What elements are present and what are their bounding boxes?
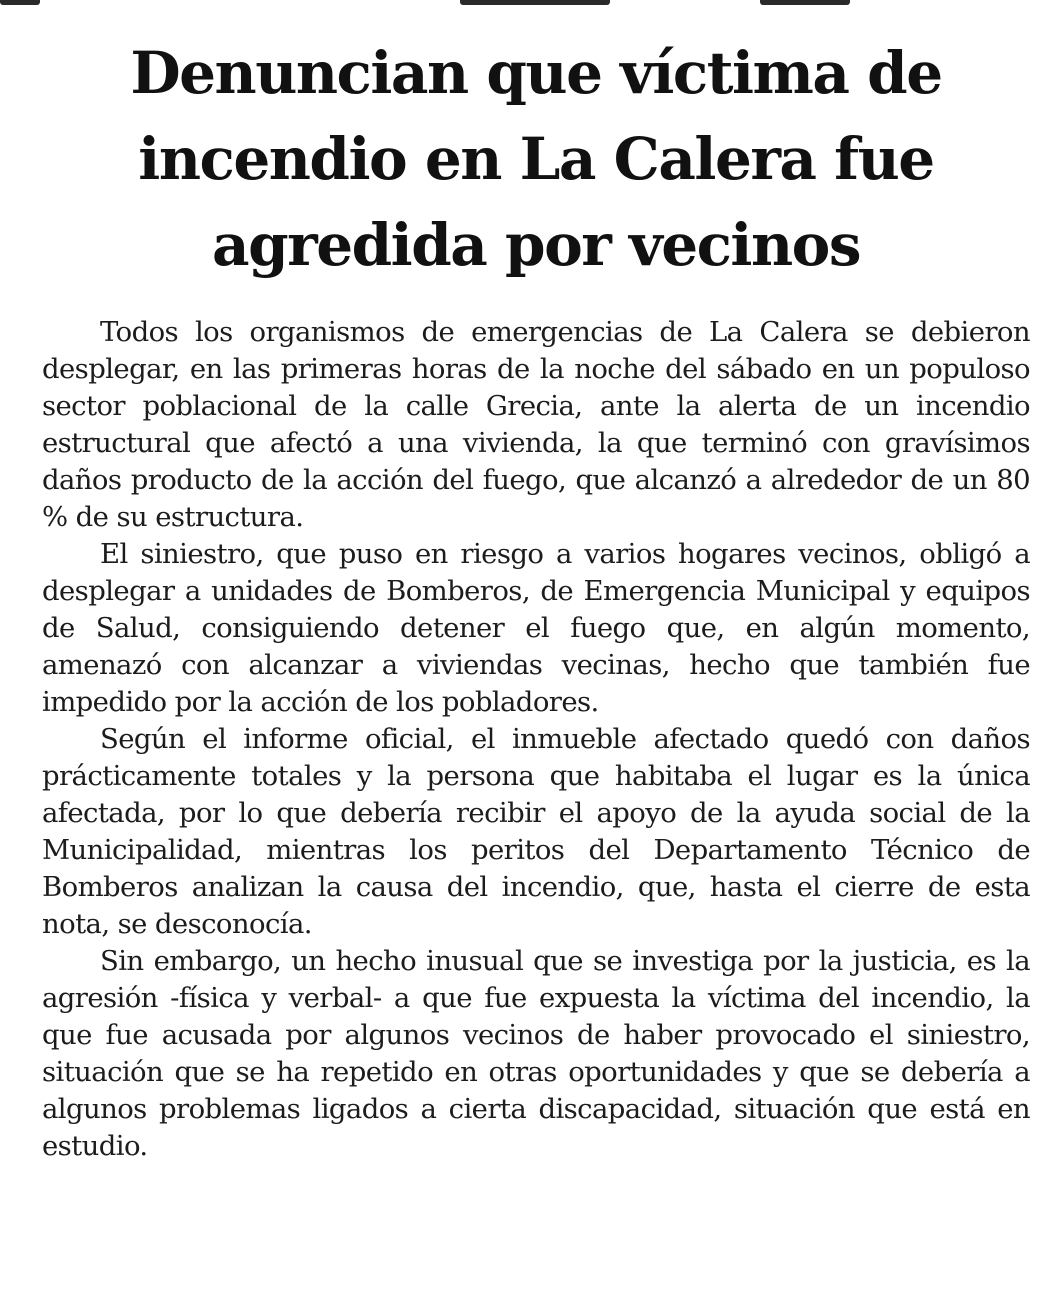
article-paragraph-2: El siniestro, que puso en riesgo a varios hogares vecinos, obligó a desplegar a unidades de Bomberos, de Emergencia Municipal y equipos de Salud, consiguiendo detener el fuego que, en algún momento, amenazó con alcanzar a viviendas vecinas, hecho que también fue impedido por la acción de los pobladores. <box>42 538 1030 718</box>
news-article <box>42 30 1030 1165</box>
article-paragraph-1: Todos los organismos de emergencias de La Calera se debieron desplegar, en las primeras horas de la noche del sábado en un populoso sector poblacional de la calle Grecia, ante la alerta de un incendio estructural que afectó a una vivienda, la que terminó con gravísimos daños producto de la acción del fuego, que alcanzó a alrededor de un 80 % de su estructura. <box>42 316 1030 533</box>
clipped-previous-text <box>0 0 1064 6</box>
headline-line-1: Denuncian que víctima de <box>130 39 942 107</box>
article-paragraph-4: Sin embargo, un hecho inusual que se investiga por la justicia, es la agresión -física y verbal- a que fue expuesta la víctima del incendio, la que fue acusada por algunos vecinos de haber provocado el siniestro, situación que se ha repetido en otras oportunidades y que se debería a algunos problemas ligados a cierta discapacidad, situación que está en estudio. <box>42 945 1030 1162</box>
headline-line-2: incendio en La Calera fue <box>138 125 934 193</box>
article-headline <box>42 30 1030 288</box>
article-body <box>42 314 1030 1165</box>
article-paragraph-3: Según el informe oficial, el inmueble afectado quedó con daños prácticamente totales y la persona que habitaba el lugar es la única afectada, por lo que debería recibir el apoyo de la ayuda social de la Municipalidad, mientras los peritos del Departamento Técnico de Bomberos analizan la causa del incendio, que, hasta el cierre de esta nota, se desconocía. <box>42 723 1030 940</box>
headline-line-3: agredida por vecinos <box>212 211 860 279</box>
